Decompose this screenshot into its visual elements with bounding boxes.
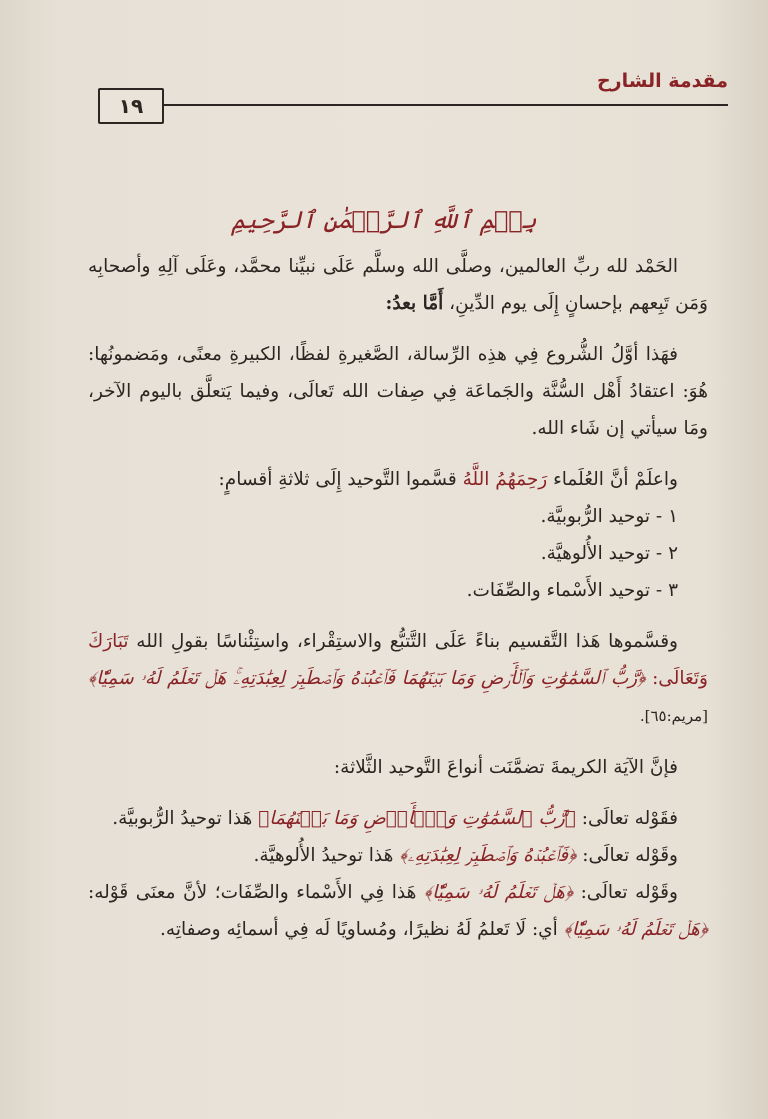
body-text <box>88 248 708 948</box>
paragraph-intro: فهَذا أوَّلُ الشُّروع فِي هذِه الرِّسالة، الصَّغيرةِ لفظًا، الكبيرةِ معنًى، ومَضمونُها: هُوَ: اعتقادُ أَهْل السُّنَّة والجَماعَة فِي صِفات الله تَعالَى، وفيما يَتعلَّق باليوم الآخر، ومَا سيأتي إن شَاء الله. <box>88 344 708 439</box>
verse-reference: [مريم:٦٥]. <box>639 707 708 725</box>
running-header-title: مقدمة الشارح <box>596 70 728 92</box>
p6-end: هَذا توحيدُ الرُّبوبيَّة. <box>112 808 253 829</box>
p6-start: فقَوْله تعالَى: <box>581 808 678 829</box>
page-number: ١٩ <box>98 88 164 124</box>
quran-verse: ﴿هَلۡ تَعۡلَمُ لَهُۥ سَمِيّٗا﴾ <box>563 919 708 940</box>
p4-start: وقسَّموها هَذا التَّقسيم بناءً عَلَى التَّتبُّع والاستِقْراء، واستِئْناسًا بقولِ الله <box>136 631 678 652</box>
quran-verse: ﴿هَلۡ تَعۡلَمُ لَهُۥ سَمِيّٗا﴾ <box>423 882 574 903</box>
quran-verse: ﴿رَّبُّ ٱلسَّمَٰوَٰتِ وَٱلۡأَرۡضِ وَمَا بَيۡنَهُمَا﴾ <box>258 808 576 829</box>
paragraph-division-basis <box>88 623 708 735</box>
list-item: ١ - توحيد الرُّبوبيَّة. <box>540 506 678 527</box>
p8-mid: هَذا فِي الأَسْماء والصِّفَات؛ لأنَّ معنَى قَوْله: <box>88 882 417 903</box>
opening-praise: الحَمْد لله ربِّ العالمين، وصلَّى الله وسلَّم عَلَى نبيِّنا محمَّد، وعَلَى آلِهِ وأصحابِه وَمَن تَبِعهم بإحسانٍ إِلَى يوم الدِّينِ، <box>88 256 708 314</box>
paragraph-rububiyya <box>88 800 708 837</box>
p3-start: واعلَمْ أنَّ العُلَماء <box>553 469 678 490</box>
paragraph-asma-sifat <box>88 874 708 948</box>
paragraph-opening <box>88 248 708 322</box>
p3-end: قسَّموا التَّوحيد إِلَى ثلاثةِ أقسامٍ: <box>218 469 457 490</box>
basmala-calligraphy: بِسۡمِ ٱللَّهِ ٱلرَّحۡمَٰنِ ٱلرَّحِيمِ <box>231 206 537 234</box>
amma-bad: أَمَّا بعدُ: <box>385 293 444 314</box>
tabaraka: تَبَارَكَ وَتَعَالَى: <box>88 631 708 689</box>
list-item: ٢ - توحيد الأُلوهيَّة. <box>540 543 678 564</box>
list-item: ٣ - توحيد الأَسْماء والصِّفَات. <box>466 580 678 601</box>
header-rule <box>98 104 728 106</box>
p7-end: هَذا توحيدُ الأُلوهيَّة. <box>253 845 394 866</box>
p7-start: وقَوْله تعالَى: <box>582 845 678 866</box>
paragraph-verse-types: فإنَّ الآيَة الكريمةَ تضمَّنَت أنواعَ التَّوحيد الثَّلاثة: <box>333 757 678 778</box>
honorific: رَحِمَهُمُ اللَّهُ <box>462 469 548 490</box>
p8-end: أي: لَا تَعلمُ لَهُ نظيرًا، ومُساويًا لَه فِي أسمائِه وصفاتِه. <box>160 919 558 940</box>
quran-verse: ﴿رَّبُّ ٱلسَّمَٰوَٰتِ وَٱلۡأَرۡضِ وَمَا بَيۡنَهُمَا فَٱعۡبُدۡهُ وَٱصۡطَبِرۡ لِعِبَٰدَتِهِۦۚ هَلۡ تَعۡلَمُ لَهُۥ سَمِيّٗا﴾ <box>88 668 646 689</box>
paragraph-uluhiyya <box>88 837 708 874</box>
quran-verse: ﴿فَٱعۡبُدۡهُ وَٱصۡطَبِرۡ لِعِبَٰدَتِهِۦ﴾ <box>399 845 577 866</box>
p8-start: وقَوْله تعالَى: <box>580 882 678 903</box>
paragraph-tawhid-division <box>88 461 708 498</box>
